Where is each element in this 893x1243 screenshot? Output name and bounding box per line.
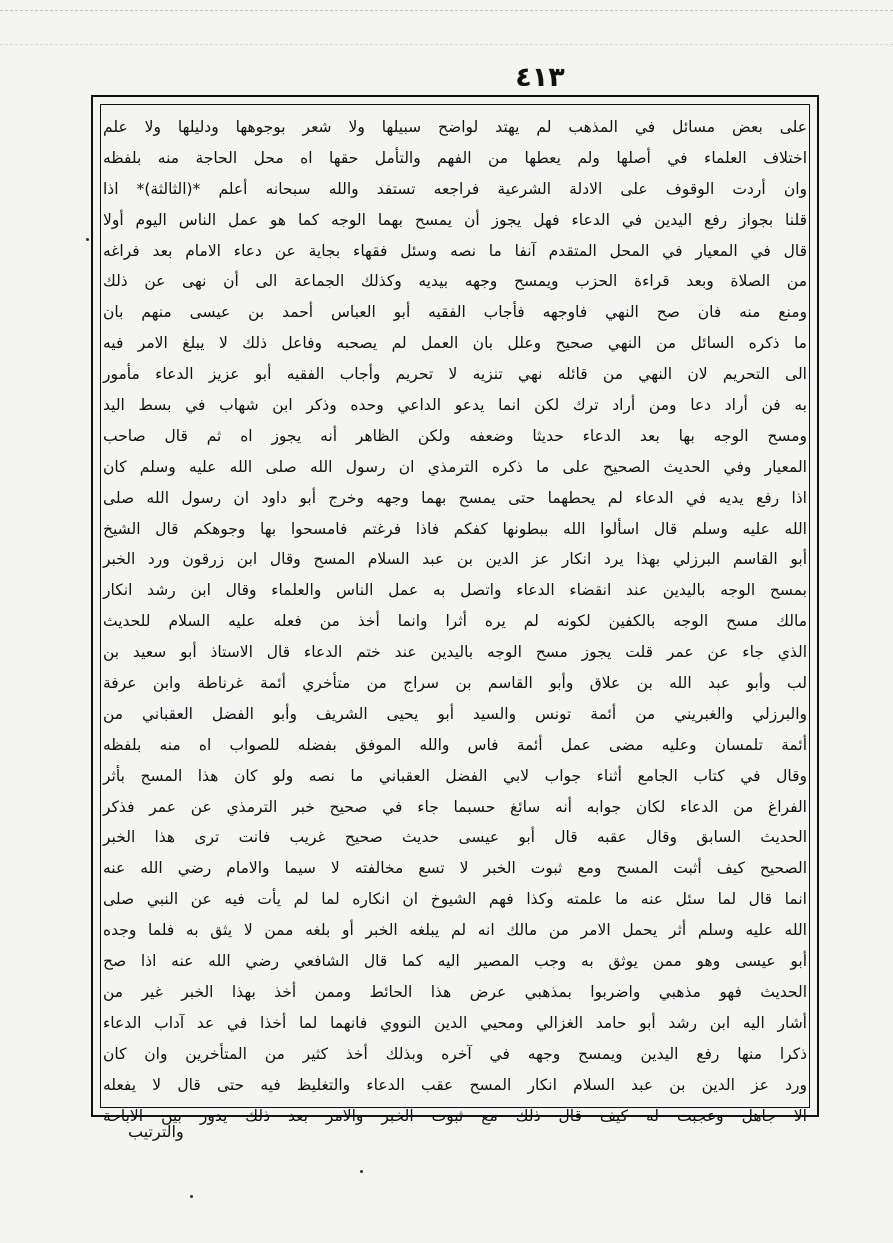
scan-speck xyxy=(360,1170,363,1173)
text-line: الذي جاء عن عمر قلت يجوز مسح الوجه باليدين عند ختم الدعاء قال الاستاذ أبو سعيد بن xyxy=(103,643,807,662)
text-line: ورد عز الدين بن عبد السلام انكار المسح عقب الدعاء والتغليظ فيه حتى قال لا يفعله xyxy=(103,1075,807,1094)
text-line: الحديث فهو مذهبي واضربوا بمذهبي عرض هذا الحائط وممن أخذ بهذا الخبر غير من xyxy=(103,982,807,1001)
text-line: مالك مسح الوجه بالكفين لكونه لم يره أثرا وانما أخذ من فعله عليه السلام للحديث xyxy=(103,612,807,631)
scan-speck xyxy=(86,238,89,241)
text-line: الله عليه وسلم قال اسألوا الله ببطونها كفكم فاذا فرغتم فامسحوا بها وجوهكم قال الشيخ xyxy=(103,519,807,538)
page-number: ٤١٣ xyxy=(515,62,565,93)
text-line: ومنع منه فان صح النهي فاوجهه فأجاب الفقيه أبو العباس أحمد بن عيسى منهم بان xyxy=(103,303,807,322)
text-line: انما قال لما سئل عنه ما علمته وكذا فهم الشيوخ ان انكاره لما لم يأت فيه عن النبي صلى xyxy=(103,890,807,909)
text-line: الا جاهل وعجبت له كيف قال ذلك مع ثبوت الخبر والامر بعد ذلك يدور بين الاباحة xyxy=(103,1106,807,1125)
scan-edge-line xyxy=(0,10,893,11)
text-line: أبو عيسى وهو ممن يوثق به وجب المصير اليه كما قال الشافعي رضي الله عنه اذا صح xyxy=(103,952,807,971)
text-line: ذكرا منها رفع اليدين ويمسح وجهه في آخره وبذلك أخذ كثير من المتأخرين وان كان xyxy=(103,1044,807,1063)
text-line: لب وأبو عبد الله بن علاق وأبو القاسم بن سراج من متأخري أئمة غرناطة وابن عرفة xyxy=(103,674,807,693)
text-line: اختلاف العلماء في أصلها ولم يعطها من الفهم والتأمل حقها اه محل الحاجة منه بلفظه xyxy=(103,148,807,167)
scan-speck xyxy=(190,1195,193,1198)
text-column xyxy=(101,112,809,1125)
text-line: به فن أراد دعا ومن أراد ترك لكن انما يدعو الداعي وحده وذكر ابن شهاب في بسط اليد xyxy=(103,396,807,415)
text-line: أئمة تلمسان وعليه مضى عمل أئمة فاس والله الموفق بفضله للصواب اه منه بلفظه xyxy=(103,735,807,754)
text-line: المعيار وفي الحديث الصحيح على ما ذكره الترمذي ان رسول الله صلى الله عليه وسلم كان xyxy=(103,457,807,476)
text-line: الصحيح كيف أثبت المسح ومع ثبوت الخبر لا تسع مخالفته لا سيما والامام رضي الله عنه xyxy=(103,859,807,878)
text-line: وقال في كتاب الجامع أثناء جواب لابي الفضل العقباني ما نصه ولو كان هذا المسح بأثر xyxy=(103,766,807,785)
text-line: الى التحريم لان النهي من قائله نهي تنزيه لا تحريم وأجاب الفقيه أبو عزيز الدعاء مأمور xyxy=(103,365,807,384)
text-line: الله عليه وسلم أثر يحمل الامر من مالك انه لم يبلغه الخبر أو بلغه ممن لا يثق به فلما وجده xyxy=(103,921,807,940)
text-line: قلنا بجواز رفع اليدين في الدعاء فهل يجوز أن يمسح بهما الوجه كما هو عمل الناس اليوم أولا xyxy=(103,210,807,229)
scan-edge-line-secondary xyxy=(0,44,893,45)
text-line: والبرزلي والغبريني من أئمة تونس والسيد أبو يحيى الشريف وأبو الفضل العقباني من xyxy=(103,704,807,723)
text-line: اذا رفع يديه في الدعاء لم يحطهما حتى يمسح بهما وجهه وخرج أبو داود ان رسول الله صلى xyxy=(103,488,807,507)
text-line: قال في المعيار في المحل المتقدم آنفا ما نصه وسئل فقهاء بجاية عن دعاء الامام بعد فراغه xyxy=(103,241,807,260)
text-line: أبو القاسم البرزلي بهذا يرد انكار عز الدين بن عبد السلام المسح وقال ابن زرقون ورد الخبر xyxy=(103,550,807,569)
text-line: من الصلاة وبعد قراءة الحزب ويمسح وجهه بيديه وكذلك الجماعة الى أن نهى عن ذلك xyxy=(103,272,807,291)
text-line: الحديث السابق وقال عقبه قال أبو عيسى حديث صحيح غريب فانت ترى هذا الخبر xyxy=(103,828,807,847)
text-line: وان أردت الوقوف على الادلة الشرعية فراجعه تستفد والله سبحانه أعلم *(الثالثة)* اذا xyxy=(103,179,807,198)
text-line: أشار اليه ابن رشد أبو حامد الغزالي ومحيي الدين النووي فانهما لما أخذا في عد آداب الدعاء xyxy=(103,1013,807,1032)
catchword: والترتيب xyxy=(128,1122,184,1141)
text-line: ما ذكره السائل من النهي صحيح وعلل بان العمل لم يصحبه وفاعل ذلك لا يبلغ الامر فيه xyxy=(103,334,807,353)
text-line: ومسح الوجه بها بعد الدعاء حديثا وضعفه ولكن الظاهر أنه يجوز اه ثم قال صاحب xyxy=(103,426,807,445)
text-line: بمسح الوجه باليدين عند انقضاء الدعاء واتصل به عمل الناس والعلماء وقال ابن رشد انكار xyxy=(103,581,807,600)
text-line: على بعض مسائل في المذهب لم يهتد لواضح سبيلها ولا شعر بوجوهها ودليلها ولا علم xyxy=(103,118,807,136)
text-line: الفراغ من الدعاء لكان جوابه أنه سائغ حسبما جاء في صحيح خبر الترمذي عن عمر فذكر xyxy=(103,797,807,816)
